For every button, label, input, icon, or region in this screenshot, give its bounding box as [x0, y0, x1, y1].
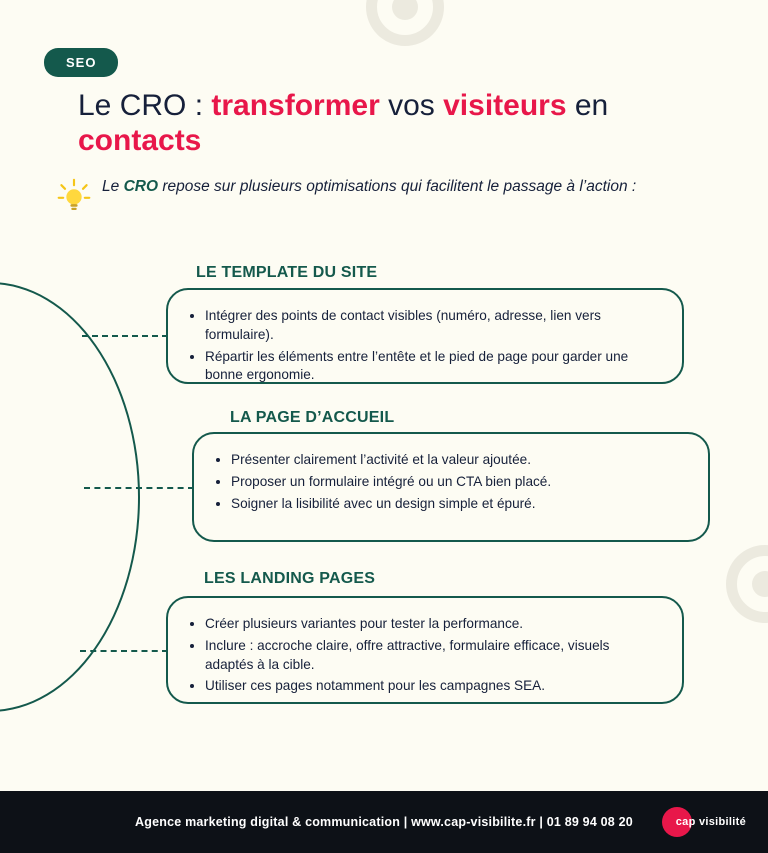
logo-wordmark: cap visibilité [675, 816, 746, 828]
list-item: Répartir les éléments entre l’entête et le pied de page pour garder une bonne ergonomie. [188, 348, 660, 386]
lightbulb-icon [56, 178, 92, 214]
intro-before: Le [102, 178, 124, 195]
intro-text [102, 176, 636, 198]
title-emphasis-transformer: transformer [211, 89, 380, 122]
decorative-dot [392, 0, 418, 20]
intro-highlight: CRO [123, 178, 159, 195]
seo-badge: SEO [44, 48, 118, 77]
title-part-2: vos [379, 89, 444, 122]
card-list [188, 615, 660, 696]
list-item: Utiliser ces pages notamment pour les campagnes SEA. [188, 677, 660, 696]
list-item: Soigner la lisibilité avec un design simple et épuré. [214, 495, 686, 514]
page-title [78, 88, 688, 159]
decorative-target-icon-top [366, 0, 444, 46]
list-item: Créer plusieurs variantes pour tester la performance. [188, 615, 660, 634]
brand-logo [662, 807, 746, 837]
connector-line-3 [80, 650, 168, 652]
card-template-du-site [166, 288, 684, 384]
card-heading-page-accueil: LA PAGE D’ACCUEIL [230, 409, 395, 426]
card-landing-pages [166, 596, 684, 704]
intro-block [56, 176, 676, 214]
title-part-1: Le CRO : [78, 89, 212, 122]
card-heading-landing-pages: LES LANDING PAGES [204, 570, 376, 587]
list-item: Intégrer des points de contact visibles (numéro, adresse, lien vers formulaire). [188, 307, 660, 345]
decorative-target-icon-right [726, 545, 768, 623]
list-item: Proposer un formulaire intégré ou un CTA bien placé. [214, 473, 686, 492]
connector-line-1 [82, 335, 168, 337]
footer-text: Agence marketing digital & communication | www.cap-visibilite.fr | 01 89 94 08 20 [135, 815, 633, 829]
title-emphasis-contacts: contacts [78, 124, 202, 158]
title-emphasis-visiteurs: visiteurs [443, 89, 567, 122]
list-item: Présenter clairement l’activité et la valeur ajoutée. [214, 451, 686, 470]
decorative-ellipse [0, 282, 140, 712]
card-page-accueil [192, 432, 710, 542]
card-list [214, 451, 686, 513]
footer-bar [0, 791, 768, 853]
list-item: Inclure : accroche claire, offre attractive, formulaire efficace, visuels adaptés à la cible. [188, 637, 660, 675]
intro-after: repose sur plusieurs optimisations qui facilitent le passage à l’action : [158, 178, 637, 195]
decorative-dot [752, 571, 768, 597]
title-part-3: en [566, 89, 609, 122]
connector-line-2 [84, 487, 194, 489]
card-heading-template: LE TEMPLATE DU SITE [196, 264, 378, 281]
card-list [188, 307, 660, 385]
